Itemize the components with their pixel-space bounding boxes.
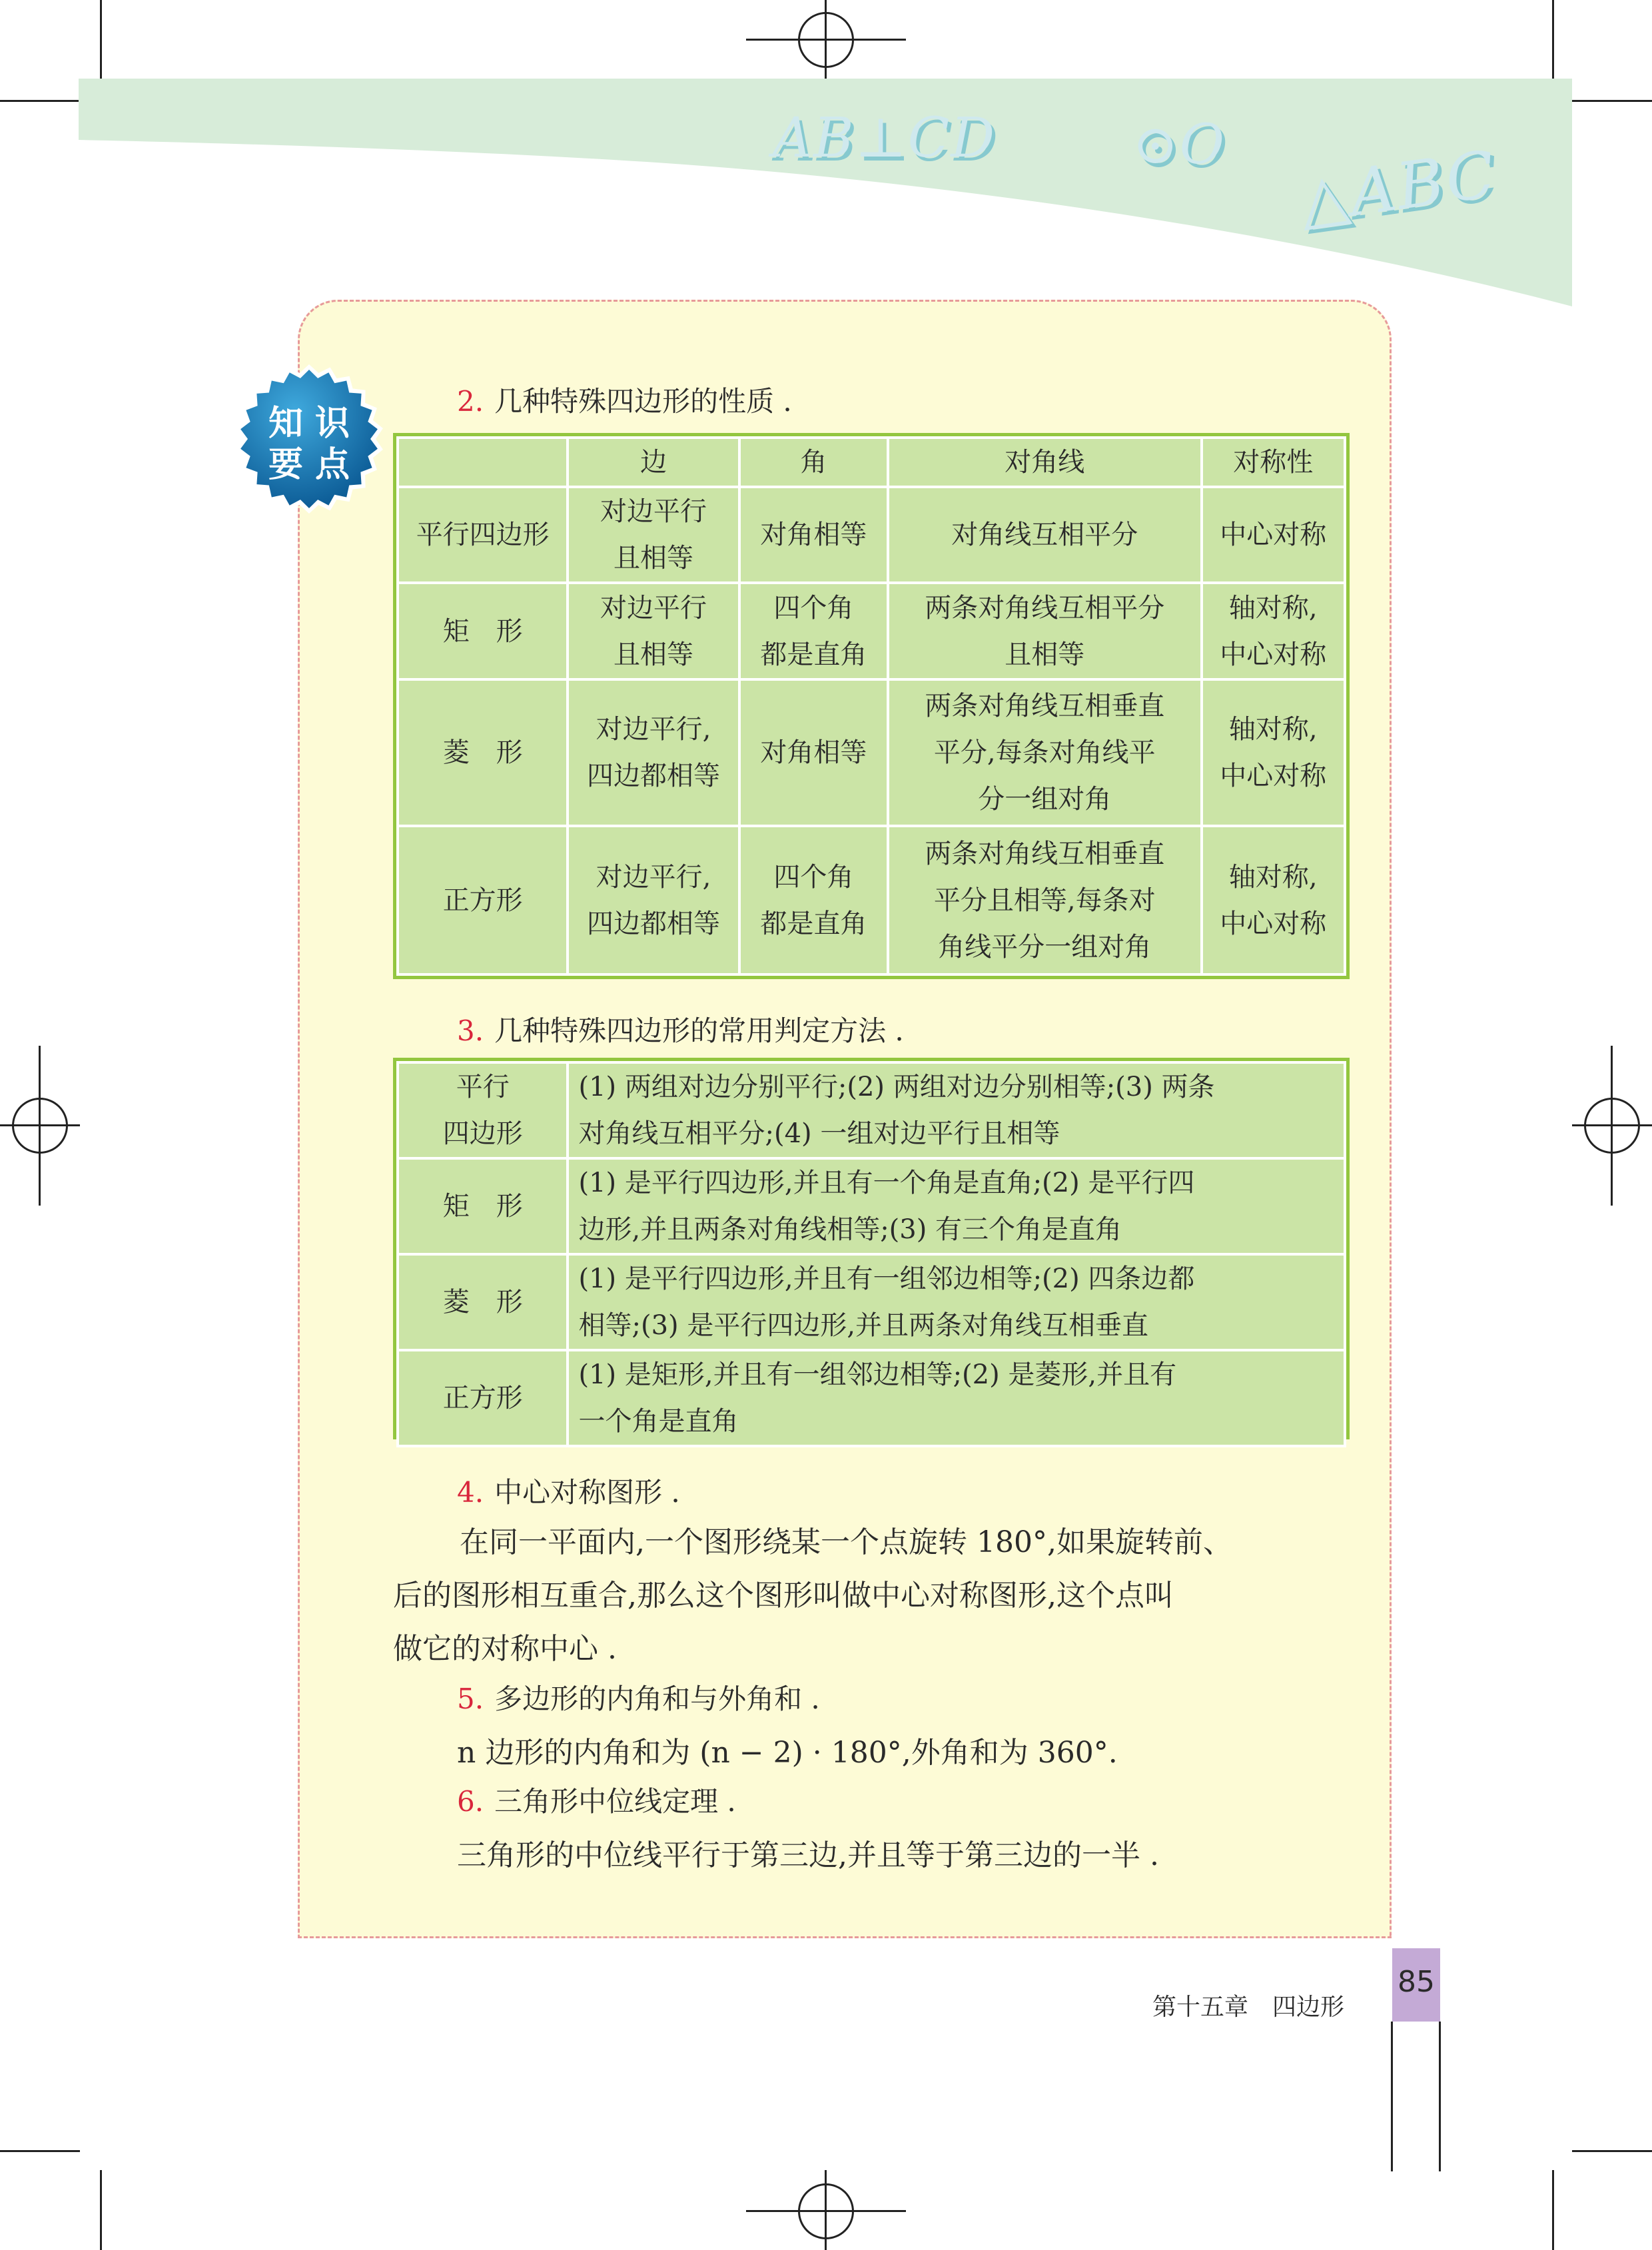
cell-line: 两条对角线互相垂直: [925, 691, 1165, 722]
section-6-number: 6.: [457, 1785, 484, 1818]
shape-name-cell: [398, 1062, 568, 1158]
cell-line: 一个角是直角: [578, 1406, 739, 1437]
criteria-cell: [568, 1062, 1345, 1158]
properties-header-cell: 边: [568, 438, 739, 487]
properties-header-cell: 角: [739, 438, 888, 487]
cell-line: 菱 形: [442, 1287, 523, 1317]
cell-line: 对角线互相平分: [951, 520, 1138, 551]
cell-line: 边形,并且两条对角线相等;(3) 有三个角是直角: [578, 1214, 1122, 1245]
section-6-title: 三角形中位线定理 .: [494, 1785, 736, 1818]
property-diag-cell: [888, 487, 1201, 583]
section-5-body: n 边形的内角和为 (n − 2) · 180°,外角和为 360°.: [457, 1736, 1118, 1770]
cell-line: 中心对称: [1220, 520, 1327, 551]
cell-line: 且相等: [614, 543, 694, 574]
property-side-cell: [568, 679, 739, 827]
cell-line: 正方形: [442, 1383, 523, 1413]
cell-line: 都是直角: [760, 639, 867, 670]
cell-line: 中心对称: [1220, 761, 1327, 792]
criteria-cell: [568, 1350, 1345, 1446]
property-diag-cell: [888, 826, 1201, 974]
table-row: [398, 1350, 1345, 1446]
table-row: [398, 1158, 1345, 1254]
section-4-number: 4.: [457, 1476, 484, 1509]
cell-line: 平分,每条对角线平: [933, 737, 1156, 769]
cell-line: 四个角: [773, 861, 854, 893]
page-number: 85: [1398, 1965, 1435, 1999]
property-sym-cell: [1202, 487, 1345, 583]
cell-line: 对角相等: [760, 520, 867, 551]
shape-name-cell: 矩 形: [398, 583, 568, 679]
shape-name-cell: [398, 1350, 568, 1446]
shape-name-cell: [398, 1254, 568, 1350]
cell-line: 轴对称,: [1228, 592, 1318, 623]
cell-line: 对边平行: [600, 592, 707, 623]
cell-line: 平行: [456, 1072, 510, 1102]
section-2-title: 几种特殊四边形的性质 .: [494, 385, 792, 418]
shape-name-cell: 菱 形: [398, 679, 568, 827]
cell-line: 矩 形: [442, 1191, 523, 1222]
section-5-heading: [457, 1677, 820, 1717]
cell-line: 两条对角线互相垂直: [925, 838, 1165, 869]
property-diag-cell: [888, 583, 1201, 679]
table-row: [398, 826, 1345, 974]
table-row: [398, 583, 1345, 679]
section-4-title: 中心对称图形 .: [494, 1476, 680, 1509]
cell-line: 对边平行,: [596, 861, 711, 893]
cell-line: 平分且相等,每条对: [933, 885, 1156, 916]
section-3-heading: [457, 1009, 904, 1049]
section-5-number: 5.: [457, 1683, 484, 1715]
cell-line: 中心对称: [1220, 639, 1327, 670]
banner-formula-circle: ⊙O: [1132, 113, 1226, 177]
cell-line: 对边平行: [600, 496, 707, 528]
banner-formula-triangle: △ABC: [1294, 136, 1501, 238]
criteria-table: [396, 1061, 1346, 1447]
criteria-cell: [568, 1158, 1345, 1254]
cell-line: 四个角: [773, 592, 854, 623]
properties-header-cell: 对角线: [888, 438, 1201, 487]
cell-line: 都是直角: [760, 908, 867, 939]
section-4-body: [393, 1516, 1352, 1676]
chapter-label: 第十五章 四边形: [1152, 1994, 1345, 2021]
table-row: [398, 1062, 1345, 1158]
cell-line: 四边都相等: [587, 908, 721, 939]
properties-header-cell: [398, 438, 568, 487]
property-angle-cell: [739, 583, 888, 679]
cell-line: 四边都相等: [587, 761, 721, 792]
section-4-line-2: 后的图形相互重合,那么这个图形叫做中心对称图形,这个点叫: [393, 1579, 1174, 1613]
property-diag-cell: [888, 679, 1201, 827]
shape-name-cell: 正方形: [398, 826, 568, 974]
section-4-line-1: 在同一平面内,一个图形绕某一个点旋转 180°,如果旋转前、: [460, 1525, 1232, 1559]
shape-name-cell: [398, 1158, 568, 1254]
property-angle-cell: [739, 679, 888, 827]
table-row: [398, 487, 1345, 583]
shape-name-cell: 平行四边形: [398, 487, 568, 583]
section-3-title: 几种特殊四边形的常用判定方法 .: [494, 1014, 904, 1047]
cell-line: (1) 两组对边分别平行;(2) 两组对边分别相等;(3) 两条: [578, 1072, 1215, 1102]
property-sym-cell: [1202, 583, 1345, 679]
property-side-cell: [568, 583, 739, 679]
properties-table: [396, 436, 1346, 976]
banner-formula-perpendicular: AB⊥CD: [773, 107, 997, 170]
section-3-number: 3.: [457, 1014, 484, 1047]
criteria-cell: [568, 1254, 1345, 1350]
property-angle-cell: [739, 487, 888, 583]
cell-line: 轴对称,: [1228, 861, 1318, 893]
cell-line: 角线平分一组对角: [938, 931, 1152, 962]
badge-line-2: 要点: [268, 445, 362, 485]
property-angle-cell: [739, 826, 888, 974]
property-sym-cell: [1202, 826, 1345, 974]
property-side-cell: [568, 487, 739, 583]
table-row: [398, 1254, 1345, 1350]
property-sym-cell: [1202, 679, 1345, 827]
properties-header-cell: 对称性: [1202, 438, 1345, 487]
cell-line: (1) 是平行四边形,并且有一组邻边相等;(2) 四条边都: [578, 1264, 1195, 1294]
section-6-heading: [457, 1780, 736, 1820]
section-6-body: 三角形的中位线平行于第三边,并且等于第三边的一半 .: [457, 1838, 1159, 1872]
cell-line: 且相等: [1005, 639, 1085, 670]
property-side-cell: [568, 826, 739, 974]
cell-line: 且相等: [614, 639, 694, 670]
cell-line: 分一组对角: [978, 784, 1112, 815]
cell-line: 对角相等: [760, 737, 867, 769]
cell-line: 轴对称,: [1228, 714, 1318, 745]
table-row: [398, 679, 1345, 827]
section-5-title: 多边形的内角和与外角和 .: [494, 1683, 820, 1715]
cell-line: 对角线互相平分;(4) 一组对边平行且相等: [578, 1118, 1060, 1149]
cell-line: (1) 是平行四边形,并且有一个角是直角;(2) 是平行四: [578, 1168, 1195, 1198]
cell-line: (1) 是矩形,并且有一组邻边相等;(2) 是菱形,并且有: [578, 1359, 1177, 1390]
section-2-heading: [457, 380, 792, 420]
cell-line: 四边形: [442, 1118, 523, 1149]
cell-line: 对边平行,: [596, 714, 711, 745]
badge-line-1: 知识: [268, 404, 362, 444]
section-4-heading: [457, 1471, 680, 1511]
cell-line: 相等;(3) 是平行四边形,并且两条对角线互相垂直: [578, 1310, 1149, 1341]
section-4-line-3: 做它的对称中心 .: [393, 1632, 617, 1666]
cell-line: 两条对角线互相平分: [925, 592, 1165, 623]
cell-line: 中心对称: [1220, 908, 1327, 939]
section-2-number: 2.: [457, 385, 484, 418]
